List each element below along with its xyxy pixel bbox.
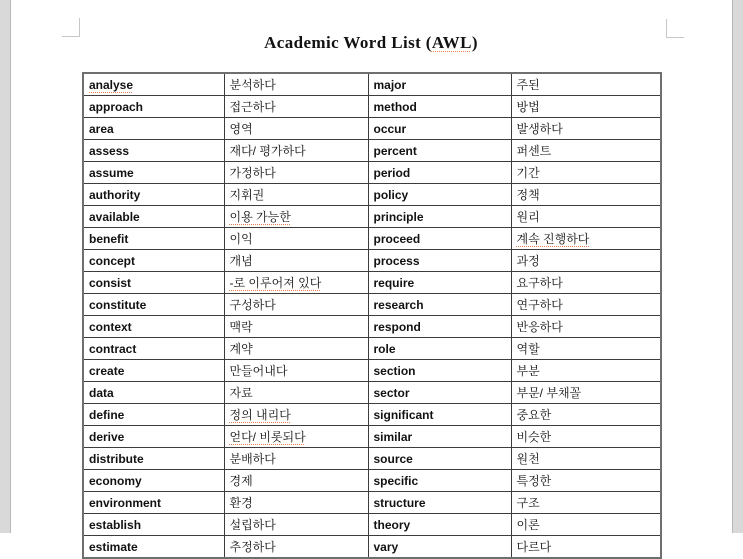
english-word: approach <box>89 99 144 114</box>
english-word-cell <box>368 404 511 426</box>
korean-meaning: 원천 <box>516 452 540 466</box>
korean-meaning: 방법 <box>516 100 540 114</box>
korean-meaning: 개념 <box>229 254 253 268</box>
table-row <box>83 206 661 228</box>
korean-meaning: 요구하다 <box>516 276 563 290</box>
korean-meaning-cell <box>224 140 368 162</box>
english-word: constitute <box>89 297 147 312</box>
korean-meaning: 이론 <box>516 518 540 532</box>
english-word: assess <box>89 143 130 158</box>
korean-meaning: -로 이루어져 있다 <box>229 276 322 290</box>
korean-meaning-cell <box>224 184 368 206</box>
english-word: analyse <box>89 77 134 92</box>
english-word: process <box>373 253 420 268</box>
korean-meaning: 연구하다 <box>516 298 563 312</box>
korean-meaning-cell <box>224 294 368 316</box>
korean-meaning-cell <box>224 448 368 470</box>
table-row <box>83 404 661 426</box>
korean-meaning: 재다/ 평가하다 <box>229 144 306 158</box>
table-row <box>83 140 661 162</box>
english-word-cell <box>83 272 224 294</box>
korean-meaning: 영역 <box>229 122 253 136</box>
english-word: context <box>89 319 132 334</box>
english-word-cell <box>83 404 224 426</box>
korean-meaning-cell <box>511 206 661 228</box>
korean-meaning: 퍼센트 <box>516 144 552 158</box>
korean-meaning: 정의 내리다 <box>229 408 291 422</box>
english-word: concept <box>89 253 136 268</box>
korean-meaning-cell <box>224 382 368 404</box>
korean-meaning-cell <box>224 492 368 514</box>
english-word-cell <box>368 448 511 470</box>
english-word-cell <box>83 382 224 404</box>
english-word-cell <box>368 228 511 250</box>
english-word-cell <box>368 338 511 360</box>
korean-meaning: 중요한 <box>516 408 552 422</box>
english-word-cell <box>83 140 224 162</box>
english-word: period <box>373 165 411 180</box>
english-word: section <box>373 363 416 378</box>
english-word: method <box>373 99 417 114</box>
table-row <box>83 162 661 184</box>
english-word-cell <box>368 184 511 206</box>
korean-meaning-cell <box>511 162 661 184</box>
korean-meaning-cell <box>224 96 368 118</box>
page-title-prefix: Academic Word List ( <box>264 33 432 52</box>
english-word: theory <box>373 517 411 532</box>
english-word: role <box>373 341 396 356</box>
table-row <box>83 536 661 559</box>
english-word-cell <box>368 294 511 316</box>
english-word: establish <box>89 517 142 532</box>
korean-meaning-cell <box>511 316 661 338</box>
english-word-cell <box>368 426 511 448</box>
english-word-cell <box>83 118 224 140</box>
english-word: contract <box>89 341 137 356</box>
english-word-cell <box>83 184 224 206</box>
korean-meaning: 이용 가능한 <box>229 210 291 224</box>
korean-meaning-cell <box>511 448 661 470</box>
english-word-cell <box>368 140 511 162</box>
right-gutter <box>732 0 743 533</box>
table-row <box>83 250 661 272</box>
english-word-cell <box>83 228 224 250</box>
english-word-cell <box>83 250 224 272</box>
korean-meaning: 과정 <box>516 254 540 268</box>
korean-meaning-cell <box>224 228 368 250</box>
table-row <box>83 360 661 382</box>
english-word-cell <box>83 514 224 536</box>
english-word-cell <box>83 162 224 184</box>
table-row <box>83 470 661 492</box>
korean-meaning: 지휘권 <box>229 188 265 202</box>
korean-meaning-cell <box>511 338 661 360</box>
english-word: economy <box>89 473 142 488</box>
korean-meaning-cell <box>511 140 661 162</box>
english-word-cell <box>83 360 224 382</box>
english-word: assume <box>89 165 134 180</box>
korean-meaning: 특정한 <box>516 474 552 488</box>
table-row <box>83 514 661 536</box>
korean-meaning-cell <box>224 426 368 448</box>
english-word-cell <box>83 294 224 316</box>
korean-meaning: 반응하다 <box>516 320 563 334</box>
english-word: distribute <box>89 451 144 466</box>
english-word: proceed <box>373 231 421 246</box>
korean-meaning: 분석하다 <box>229 78 276 92</box>
english-word: vary <box>373 539 399 554</box>
english-word-cell <box>368 118 511 140</box>
english-word-cell <box>83 426 224 448</box>
english-word-cell <box>368 360 511 382</box>
english-word: structure <box>373 495 426 510</box>
english-word-cell <box>83 470 224 492</box>
english-word-cell <box>83 448 224 470</box>
korean-meaning-cell <box>224 73 368 96</box>
korean-meaning-cell <box>511 250 661 272</box>
english-word-cell <box>83 338 224 360</box>
korean-meaning: 기간 <box>516 166 540 180</box>
korean-meaning: 부문/ 부채꼴 <box>516 386 582 400</box>
english-word: derive <box>89 429 125 444</box>
page-title <box>82 33 660 53</box>
korean-meaning: 구성하다 <box>229 298 276 312</box>
korean-meaning-cell <box>511 294 661 316</box>
english-word: consist <box>89 275 132 290</box>
table-row <box>83 294 661 316</box>
english-word-cell <box>83 96 224 118</box>
english-word-cell <box>83 492 224 514</box>
korean-meaning: 맥락 <box>229 320 253 334</box>
english-word: major <box>373 77 407 92</box>
korean-meaning: 추정하다 <box>229 540 276 554</box>
english-word: percent <box>373 143 417 158</box>
english-word: environment <box>89 495 162 510</box>
korean-meaning-cell <box>224 404 368 426</box>
english-word: significant <box>373 407 434 422</box>
korean-meaning-cell <box>511 492 661 514</box>
english-word-cell <box>83 73 224 96</box>
english-word: occur <box>373 121 407 136</box>
table-row <box>83 184 661 206</box>
table-row <box>83 96 661 118</box>
korean-meaning-cell <box>511 360 661 382</box>
korean-meaning: 만들어내다 <box>229 364 288 378</box>
english-word-cell <box>368 96 511 118</box>
korean-meaning: 발생하다 <box>516 122 563 136</box>
korean-meaning: 자료 <box>229 386 253 400</box>
english-word: sector <box>373 385 410 400</box>
korean-meaning: 접근하다 <box>229 100 276 114</box>
english-word: benefit <box>89 231 129 246</box>
english-word-cell <box>368 492 511 514</box>
korean-meaning-cell <box>511 382 661 404</box>
korean-meaning-cell <box>224 162 368 184</box>
english-word: policy <box>373 187 409 202</box>
korean-meaning-cell <box>224 118 368 140</box>
korean-meaning-cell <box>511 404 661 426</box>
english-word: define <box>89 407 125 422</box>
english-word-cell <box>83 316 224 338</box>
korean-meaning: 경제 <box>229 474 253 488</box>
english-word: require <box>373 275 415 290</box>
english-word: specific <box>373 473 419 488</box>
left-gutter <box>0 0 11 533</box>
korean-meaning-cell <box>511 426 661 448</box>
english-word-cell <box>368 73 511 96</box>
table-row <box>83 338 661 360</box>
korean-meaning-cell <box>224 206 368 228</box>
english-word-cell <box>368 536 511 559</box>
page-title-awl: AWL <box>431 33 472 52</box>
english-word-cell <box>83 206 224 228</box>
table-row <box>83 426 661 448</box>
korean-meaning-cell <box>224 470 368 492</box>
korean-meaning: 가정하다 <box>229 166 276 180</box>
english-word-cell <box>368 272 511 294</box>
page-title-suffix: ) <box>471 33 478 52</box>
korean-meaning: 구조 <box>516 496 540 510</box>
korean-meaning: 주된 <box>516 78 540 92</box>
korean-meaning: 다르다 <box>516 540 552 554</box>
word-list-table <box>82 72 662 559</box>
korean-meaning: 부분 <box>516 364 540 378</box>
english-word-cell <box>368 316 511 338</box>
korean-meaning-cell <box>511 470 661 492</box>
english-word: similar <box>373 429 413 444</box>
korean-meaning: 분배하다 <box>229 452 276 466</box>
korean-meaning-cell <box>511 536 661 559</box>
english-word-cell <box>368 514 511 536</box>
table-row <box>83 228 661 250</box>
korean-meaning: 환경 <box>229 496 253 510</box>
korean-meaning: 역할 <box>516 342 540 356</box>
korean-meaning-cell <box>224 360 368 382</box>
korean-meaning: 얻다/ 비롯되다 <box>229 430 306 444</box>
english-word: principle <box>373 209 424 224</box>
korean-meaning-cell <box>511 73 661 96</box>
korean-meaning: 원리 <box>516 210 540 224</box>
table-row <box>83 73 661 96</box>
korean-meaning: 정책 <box>516 188 540 202</box>
korean-meaning: 이익 <box>229 232 253 246</box>
english-word: respond <box>373 319 421 334</box>
english-word: research <box>373 297 424 312</box>
english-word: estimate <box>89 539 138 554</box>
korean-meaning-cell <box>511 272 661 294</box>
korean-meaning-cell <box>224 536 368 559</box>
korean-meaning: 계약 <box>229 342 253 356</box>
korean-meaning: 설립하다 <box>229 518 276 532</box>
korean-meaning-cell <box>224 250 368 272</box>
margin-crop-mark-top-right <box>666 19 684 38</box>
english-word-cell <box>368 162 511 184</box>
table-row <box>83 448 661 470</box>
korean-meaning-cell <box>511 118 661 140</box>
english-word-cell <box>368 382 511 404</box>
english-word: source <box>373 451 413 466</box>
korean-meaning-cell <box>511 184 661 206</box>
english-word-cell <box>83 536 224 559</box>
korean-meaning-cell <box>511 228 661 250</box>
table-row <box>83 382 661 404</box>
table-row <box>83 272 661 294</box>
english-word: available <box>89 209 140 224</box>
korean-meaning-cell <box>224 272 368 294</box>
table-row <box>83 316 661 338</box>
korean-meaning-cell <box>224 338 368 360</box>
korean-meaning-cell <box>224 514 368 536</box>
korean-meaning: 계속 진행하다 <box>516 232 590 246</box>
korean-meaning-cell <box>511 96 661 118</box>
english-word: create <box>89 363 125 378</box>
table-row <box>83 118 661 140</box>
korean-meaning: 비슷한 <box>516 430 552 444</box>
english-word-cell <box>368 470 511 492</box>
english-word: data <box>89 385 114 400</box>
english-word: area <box>89 121 114 136</box>
english-word-cell <box>368 250 511 272</box>
korean-meaning-cell <box>224 316 368 338</box>
english-word-cell <box>368 206 511 228</box>
korean-meaning-cell <box>511 514 661 536</box>
english-word: authority <box>89 187 141 202</box>
margin-crop-mark-top-left <box>62 18 80 37</box>
table-row <box>83 492 661 514</box>
